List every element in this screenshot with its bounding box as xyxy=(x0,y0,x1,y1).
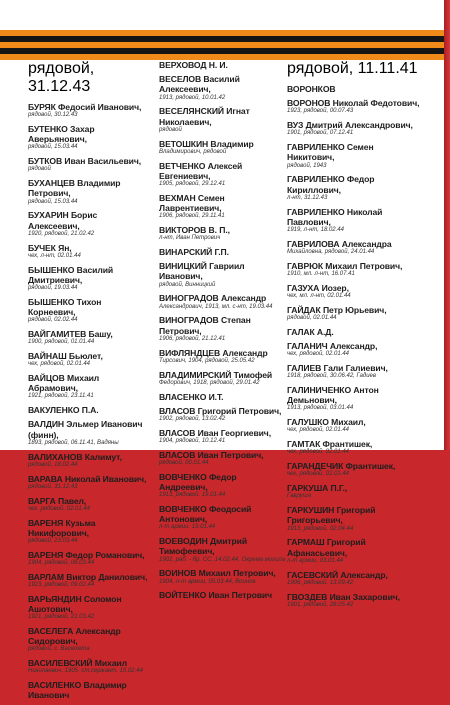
memorial-entry xyxy=(28,496,150,514)
entry-details: л-т армии, 19.01.44 xyxy=(159,524,216,531)
entry-details: 1906, рядовой, 29.11.41 xyxy=(159,213,225,220)
entry-name: ВАРЕНЯ Федор Романович, xyxy=(28,549,145,560)
entry-name: ВЕРХОВОД Н. И. xyxy=(159,60,228,70)
memorial-entry xyxy=(287,305,422,323)
entry-name: ВАКУЛЕНКО П.А. xyxy=(28,405,99,416)
entry-name: ВУЗ Дмитрий Александрович, xyxy=(287,120,413,131)
memorial-entry xyxy=(28,474,150,492)
column-2 xyxy=(159,60,287,605)
memorial-entry xyxy=(28,452,150,470)
memorial-entry xyxy=(159,161,287,189)
entry-details: 1902, раб. - бр. СС, 14.02.44, Окрема могила xyxy=(159,556,286,563)
memorial-entry xyxy=(287,461,422,479)
entry-name: БЫШЕНКО Тихон Корнеевич, xyxy=(28,296,102,318)
entry-details: чех, рядовой, 02.01.44 xyxy=(28,361,91,368)
memorial-entry xyxy=(28,297,150,325)
entry-details: рядовой, Винницкий xyxy=(159,281,216,288)
entry-details: л-нт, Иван Петрович xyxy=(159,235,221,242)
entry-details: 1910, мл. л-нт, 16.07.41 xyxy=(287,271,355,278)
entry-details: чех, рядовой, 02.01.44 xyxy=(287,449,350,456)
entry-details: рядовой, 02.01.44 xyxy=(287,315,337,322)
memorial-entry xyxy=(28,329,150,347)
memorial-entry xyxy=(287,84,422,94)
memorial-entry xyxy=(287,570,422,588)
memorial-entry xyxy=(159,139,287,157)
entry-name: БЫШЕНКО Василий Дмитриевич, xyxy=(28,264,114,285)
entry-name: ВАСЕЛЕГА Александр Сидорович, xyxy=(28,626,121,647)
entry-details: Николаевич, 1905, ст.сержант, 15.02.44 xyxy=(28,668,143,675)
entry-name: ВОРОНКОВ xyxy=(287,84,336,94)
entry-details: 1918, рядовой, 30.06.42, Гадиев xyxy=(287,373,377,380)
entry-name: ГАЛАК А.Д. xyxy=(287,326,334,337)
memorial-entry xyxy=(287,363,422,381)
entry-details: Владимирович, рядовой xyxy=(159,148,227,155)
entry-name: БУТЕНКО Захар Аверьянович, xyxy=(28,124,95,145)
memorial-entry xyxy=(28,210,150,238)
entry-name: ГАЗУХА Иозер, xyxy=(287,282,349,293)
memorial-entry xyxy=(28,265,150,293)
entry-name: БУЧЕК Ян, xyxy=(28,242,72,253)
entry-name: ВАЙЦОВ Михаил Абрамович, xyxy=(28,373,100,394)
entry-details: рядовой, 02.02.44 xyxy=(28,317,78,324)
memorial-entry xyxy=(28,373,150,401)
memorial-entry xyxy=(28,419,150,447)
entry-name: ВАЛИХАНОВ Калимут, xyxy=(28,451,122,462)
entry-details: 1913, рядовой, 02.04.44 xyxy=(287,525,354,532)
entry-details: л-нт, 31.12.43 xyxy=(287,194,328,201)
memorial-entry xyxy=(159,472,287,500)
entry-name: ВИКТОРОВ В. П., xyxy=(159,225,230,236)
entry-details: 1913, рядовой, 03.01.44 xyxy=(287,405,354,412)
entry-details: рядовой, 19.03.44 xyxy=(28,285,78,292)
entry-details: 1906, рядовой, 21.12.41 xyxy=(159,335,226,342)
entry-details: рядовой, 00.01.44 xyxy=(159,460,209,467)
memorial-entry xyxy=(159,392,287,402)
memorial-entry xyxy=(159,225,287,243)
memorial-entry xyxy=(287,98,422,116)
entry-name: ГАЙДАК Петр Юрьевич, xyxy=(287,304,387,315)
memorial-entry xyxy=(287,592,422,610)
entry-name: ВАРАВА Николай Иванович, xyxy=(28,473,147,484)
memorial-entry xyxy=(159,504,287,532)
entry-name: ВАЙГАМИТЕВ Башу, xyxy=(28,329,113,340)
memorial-entry xyxy=(28,124,150,152)
entry-name: ВИНОГРАДОВ Степан Петрович, xyxy=(159,315,251,336)
continued-entry-fragment: рядовой, 11.11.41 xyxy=(287,60,418,77)
entry-details: 1901, рядовой, 07.12.41 xyxy=(287,130,354,137)
memorial-entry xyxy=(28,102,150,120)
entry-name: ВЕТЧЕНКО Алексей Евгениевич, xyxy=(159,160,243,181)
entry-name: ВОВЧЕНКО Федор Андреевич, xyxy=(159,471,237,493)
entry-name: ГАРМАШ Григорий Афанасьевич, xyxy=(287,537,366,558)
memorial-entry xyxy=(287,341,422,359)
memorial-entry xyxy=(28,243,150,261)
memorial-entry xyxy=(159,193,287,221)
entry-name: ГАВРИЛОВА Александра xyxy=(287,238,392,249)
memorial-entry xyxy=(159,568,287,586)
continued-entry-fragment: рядовой, 31.12.43 xyxy=(28,60,95,95)
entry-name: ВАРЛАМ Виктор Данилович, xyxy=(28,571,148,582)
entry-name: ВАРЕНЯ Кузьма Никифорович, xyxy=(28,517,96,538)
entry-name: ГАВРИЛЕНКО Федор Кириллович, xyxy=(287,174,375,195)
entry-details: 1904, рядовой, 10.12.41 xyxy=(159,438,226,445)
entry-name: ВОЙТЕНКО Иван Петрович xyxy=(159,590,272,601)
entry-name: ВОЕВОДИН Дмитрий Тимофеевич, xyxy=(159,536,248,557)
entry-name: ВЛАСЕНКО И.Т. xyxy=(159,391,224,402)
entry-name: БУТКОВ Иван Васильевич, xyxy=(28,156,141,167)
memorial-entry xyxy=(159,428,287,446)
entry-details: чех, мл. л-нт, 02.01.44 xyxy=(287,293,351,300)
column-1 xyxy=(28,60,150,705)
entry-details: 1902, рядовой, 13.02.42 xyxy=(159,416,226,423)
memorial-entry xyxy=(159,60,287,70)
memorial-entry xyxy=(287,142,422,170)
name-columns xyxy=(0,60,444,701)
entry-details: рядовой, 18.02.44 xyxy=(28,461,78,468)
entry-name: ВЕСЕЛЯНСКИЙ Игнат Николаевич, xyxy=(159,106,250,127)
cover-edge xyxy=(444,0,450,450)
entry-name: ВИНОГРАДОВ Александр xyxy=(159,293,267,304)
entry-name: ВАСИЛЕВСКИЙ Михаил xyxy=(28,658,127,669)
memorial-entry xyxy=(159,370,287,388)
entry-details: 1905, рядовой, 29.12.41 xyxy=(159,181,226,188)
entry-details: 1913, рядовой, 19.01.44 xyxy=(159,492,226,499)
entry-name: ВЛАСОВ Иван Петрович, xyxy=(159,449,264,460)
entry-details: рядовой, 15.03.44 xyxy=(28,144,78,151)
entry-name: ВАЛДИН Эльмер Иванович (финн), xyxy=(28,419,143,440)
entry-name: ГАЛИЕВ Гали Галиевич, xyxy=(287,363,388,374)
memorial-entry xyxy=(28,518,150,546)
entry-name: ГАМТАК Франтишек, xyxy=(287,439,373,450)
entry-name: ГАВРИЛЕНКО Николай Павлович, xyxy=(287,206,383,227)
entry-name: ВЛАСОВ Иван Георгиевич, xyxy=(159,427,271,438)
entry-details: Александрович, 1913, мл. с-нт, 19.03.44 xyxy=(159,303,273,310)
memorial-entry xyxy=(159,247,287,257)
memorial-entry xyxy=(287,417,422,435)
st-george-ribbon xyxy=(0,30,444,60)
memorial-entry xyxy=(159,315,287,343)
entry-details: чех, рядовой, 02.01.44 xyxy=(287,471,350,478)
entry-details: 1923, рядовой, 09.02.44 xyxy=(28,582,95,589)
entry-name: ВОИНОВ Михаил Петрович, xyxy=(159,568,276,579)
entry-name: ВИНИЦКИЙ Гавриил Иванович, xyxy=(159,261,245,282)
entry-name: ГАРКУША П.Г., xyxy=(287,483,348,494)
memorial-entry xyxy=(28,156,150,174)
memorial-entry xyxy=(28,626,150,654)
memorial-entry xyxy=(287,174,422,202)
memorial-entry xyxy=(287,239,422,257)
entry-details: 1900, рядовой, 01.01.44 xyxy=(28,339,95,346)
memorial-entry xyxy=(28,351,150,369)
entry-name: ВЛАДИМИРСКИЙ Тимофей xyxy=(159,369,273,380)
entry-name: БУХАРИН Борис Алексеевич, xyxy=(28,210,98,231)
entry-name: ГАЛУШКО Михаил, xyxy=(287,417,366,428)
entry-name: ВЕХМАН Семен Лаврентиевич, xyxy=(159,192,225,214)
entry-details: чех, рядовой, 02.01.44 xyxy=(287,427,350,434)
memorial-entry xyxy=(287,327,422,337)
memorial-entry xyxy=(159,348,287,366)
entry-name: ВАРГА Павел, xyxy=(28,495,87,506)
entry-name: ВАРЬЯНДИН Соломон Ашотович, xyxy=(28,593,122,615)
entry-name: ВЕСЕЛОВ Василий Алексеевич, xyxy=(159,74,240,95)
entry-name: БУХАНЦЕВ Владимир Петрович, xyxy=(28,178,121,199)
memorial-entry xyxy=(28,594,150,622)
entry-details: рядовой, 23.03.44 xyxy=(28,538,78,545)
memorial-entry xyxy=(287,120,422,138)
memorial-entry xyxy=(159,293,287,311)
memorial-entry xyxy=(28,550,150,568)
entry-name: ГАЛАНИЧ Александр, xyxy=(287,341,378,352)
entry-name: ГАСЕВСКИЙ Александр, xyxy=(287,569,388,580)
entry-details: рядовой xyxy=(159,126,182,133)
entry-name: ГАРАНДЕЧИК Франтишек, xyxy=(287,461,396,472)
memorial-entry xyxy=(287,439,422,457)
entry-details: 1904, л-т армии, 05.03.44, Воинов xyxy=(159,578,256,585)
entry-name: ГАВРЮК Михаил Петрович, xyxy=(287,260,403,271)
memorial-entry xyxy=(28,658,150,676)
memorial-entry xyxy=(28,178,150,206)
memorial-entry xyxy=(159,450,287,468)
entry-details: 1921, рядовой, 23.11.41 xyxy=(28,393,94,400)
entry-details: 1904, рядовой, 06.03.44 xyxy=(28,560,95,567)
entry-details: Тирсович, 1904, рядовой, 25.05.42 xyxy=(159,357,255,364)
entry-details: рядовой xyxy=(28,166,51,173)
memorial-entry xyxy=(287,261,422,279)
memorial-entry xyxy=(28,572,150,590)
entry-name: ГАВРИЛЕНКО Семен Никитович, xyxy=(287,142,374,163)
memorial-entry xyxy=(287,283,422,301)
entry-details: 1906, рядовой, 13.09.42 xyxy=(287,579,354,586)
entry-details: чех, л-нт, 02.01.44 xyxy=(28,252,81,259)
memorial-entry xyxy=(159,406,287,424)
memorial-entry xyxy=(287,207,422,235)
entry-details: чех, рядовой, 02.01.44 xyxy=(287,351,350,358)
entry-details: рядовой, с. Васюхета xyxy=(28,646,90,653)
entry-details: рядовой, 30.12.43 xyxy=(28,112,78,119)
entry-name: ГАЛИНИЧЕНКО Антон Демьнович, xyxy=(287,385,379,406)
memorial-entry xyxy=(287,537,422,565)
entry-name: ВЕТОШКИН Владимир xyxy=(159,138,254,149)
entry-name: ВЛАСОВ Григорий Петрович, xyxy=(159,405,282,416)
entry-details: 1921, рядовой, 21.03.42 xyxy=(28,614,95,621)
entry-details: Михайловна, рядовой, 24.01.44 xyxy=(287,249,375,256)
entry-details: 1901, рядовой, 28.05.42 xyxy=(287,601,354,608)
memorial-entry xyxy=(159,536,287,564)
memorial-entry xyxy=(159,590,287,600)
entry-details: рядовой, 15.03.44 xyxy=(28,198,78,205)
entry-details: Федорович, 1918, рядовой, 29.01.42 xyxy=(159,379,260,386)
memorial-entry xyxy=(287,385,422,413)
memorial-entry xyxy=(159,106,287,134)
entry-name: ВИФЛЯНДЦЕВ Александр xyxy=(159,347,268,358)
entry-name: ВАСИЛЕНКО Владимир Иванович xyxy=(28,680,127,701)
column-3 xyxy=(287,60,422,614)
memorial-entry xyxy=(159,74,287,102)
memorial-entry xyxy=(28,680,150,700)
memorial-entry xyxy=(28,405,150,415)
entry-name: ГВОЗДЕВ Иван Захарович, xyxy=(287,591,400,602)
memorial-entry xyxy=(287,505,422,533)
entry-name: ГАРКУШИН Григорий Григорьевич, xyxy=(287,505,376,526)
entry-name: ВАЙНАШ Бьюлет, xyxy=(28,351,103,362)
entry-name: ВОВЧЕНКО Феодосий Антонович, xyxy=(159,504,252,525)
entry-name: ВИНАРСКИЙ Г.П. xyxy=(159,247,229,258)
entry-details: 1913, рядовой, 10.01.42 xyxy=(159,94,226,101)
entry-details: 1893, рядовой, 06.11.41, Вадяны xyxy=(28,439,119,446)
entry-name: ВОРОНОВ Николай Федотович, xyxy=(287,98,420,109)
entry-details: 1919, л-нт, 18.02.44 xyxy=(287,227,344,234)
entry-details: л-т армии, 03.01.44 xyxy=(287,557,344,564)
memorial-entry xyxy=(159,261,287,289)
memorial-entry xyxy=(287,483,422,501)
entry-details: чех, рядовой, 02.01.44 xyxy=(28,505,91,512)
entry-details: 1923, рядовой, 00.07.43 xyxy=(287,108,354,115)
entry-name: БУРЯК Федосий Иванович, xyxy=(28,102,142,112)
entry-details: рядовой, 31.12.43 xyxy=(28,483,78,490)
entry-details: 1920, рядовой, 21.02.42 xyxy=(28,230,95,237)
entry-details: рядовой, 1943 xyxy=(287,162,327,169)
entry-details: Гавруша xyxy=(287,493,311,500)
